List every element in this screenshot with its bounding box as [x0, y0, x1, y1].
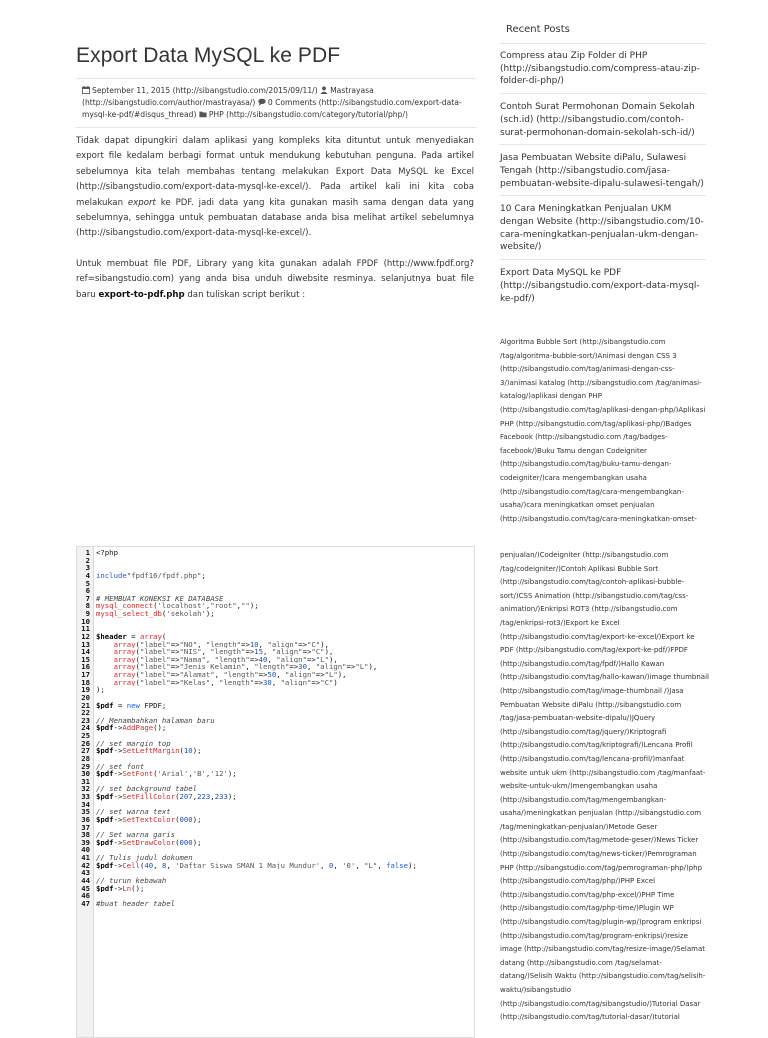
code-line — [77, 839, 473, 847]
code-line — [77, 824, 473, 832]
post-meta — [76, 78, 476, 128]
line-number: 36 — [81, 815, 90, 824]
calendar-icon — [82, 86, 90, 94]
code-text: include"fpdf16/fpdf.php"; — [96, 571, 206, 580]
code-line — [77, 877, 473, 885]
line-number: 11 — [81, 625, 90, 633]
line-number: 46 — [81, 892, 90, 900]
line-number: 42 — [81, 861, 90, 870]
post-date-link[interactable]: September 11, 2015 (http://sibangstudio.com/2015/09/11/) — [92, 86, 318, 95]
code-line — [77, 572, 473, 580]
library-text-1: Untuk membuat file PDF, Library yang kita gunakan adalah FPDF (http://www.fpdf.org?ref=sibangstudio.com) yang anda bisa unduh diwebsite resminya. selanjutnya buat file baru — [76, 259, 474, 300]
code-line — [77, 595, 473, 603]
code-text: // turun kebawah — [96, 876, 167, 885]
line-number: 17 — [81, 671, 90, 679]
recent-post-item[interactable] — [500, 50, 706, 94]
code-line — [77, 610, 473, 618]
code-line — [77, 801, 473, 809]
code-text: $pdf->AddPage(); — [96, 724, 167, 732]
code-text: // set font — [96, 762, 145, 771]
code-line — [77, 755, 473, 763]
folder-icon — [199, 110, 207, 118]
code-text: $pdf->Ln(); — [96, 884, 145, 893]
code-text: $pdf->SetFont('Arial','B','12'); — [96, 770, 237, 778]
line-number: 12 — [81, 632, 90, 641]
post-comments-link[interactable]: 0 Comments (http://sibangstudio.com/export-data-mysql-ke-pdf/#disqus_thread) — [82, 98, 462, 119]
line-number: 19 — [81, 686, 90, 694]
code-text: $pdf->SetFillColor(207,223,233); — [96, 793, 237, 801]
tag-cloud-part-2[interactable]: penjualan/)Codeigniter (http://sibangstudio.com /tag/codeigniter/)Contoh Aplikasi Bubble Sort (http://sibangstudio.com/tag/contoh-aplikasi-bubble-sort/)CSS Animation (http://sibangstudio.com/tag/css-animation/)Enkripsi ROT3 (http://sibangstudio.com /tag/enkripsi-rot3/)Export ke Excel (http://sibangstudio.com/tag/export-ke-excel/)Export ke PDF (http://sibangstudio.com/tag/export-ke-pdf/)FPDF (http://sibangstudio.com/tag/fpdf/)Hallo Kawan (http://sibangstudio.com/tag/hallo-kawan/)image thumbnail (http://sibangstudio.com/tag/image-thumbnail /)Jasa Pembuatan Website diPalu (http://sibangstudio.com /tag/jasa-pembuatan-website-dipalu/)JQuery (http://sibangstudio.com/tag/jquery/)Kriptografi (http://sibangstudio.com/tag/kriptografi/)Lencana Profil (http://sibangstudio.com/tag/lencana-profil/)manfaat website untuk ukm (http://sibangstudio.com /tag/manfaat-website-untuk-ukm/)mengembangkan usaha (http://sibangstudio.com/tag/mengembangkan-usaha/)meningkatkan penjualan (http://sibangstudio.com /tag/meningkatkan-penjualan/)Metode Geser (http://sibangstudio.com/tag/metode-geser/)News Ticker (http://sibangstudio.com/tag/news-ticker/)Pemrograman PHP (http://sibangstudio.com/tag/pemrograman-php/)php (http://sibangstudio.com/tag/php/)PHP Excel (http://sibangstudio.com/tag/php-excel/)PHP Time (http://sibangstudio.com/tag/php-time/)Plugin WP (http://sibangstudio.com/tag/plugin-wp/)program enkripsi (http://sibangstudio.com/tag/program-enkripsi/)resize image (http://sibangstudio.com/tag/resize-image/)Selamat datang (http://sibangstudio.com /tag/selamat-datang/)Selisih Waktu (http://sibangstudio.com/tag/selisih-waktu/)sibangstudio (http://sibangstudio.com/tag/sibangstudio/)Tutorial Dasar (http://sibangstudio.com/tag/tutorial-dasar/)tutorial — [500, 551, 709, 1022]
code-line — [77, 557, 473, 565]
line-number: 26 — [81, 739, 90, 748]
line-number: 18 — [81, 678, 90, 687]
code-line — [77, 808, 473, 816]
library-paragraph — [76, 257, 474, 303]
line-number: 9 — [85, 610, 90, 618]
code-line — [77, 686, 473, 694]
code-text: $pdf = new FPDF; — [96, 701, 167, 710]
line-number: 41 — [81, 854, 90, 862]
code-line — [77, 831, 473, 839]
code-line — [77, 656, 473, 664]
code-text: // Tulis judul dokumen — [96, 854, 193, 862]
intro-text-1: Tidak dapat dipungkiri dalam aplikasi yang kompleks kita dituntut untuk menyediakan export file kedalam berbagi format untuk mendukung kebutuhan penguna. Pada artikel sebelumnya kita telah membahas tentang melakukan Export Data MySQL ke Excel (http://sibangstudio.com/export-data-mysql-ke-excel/). Pada artikel kali ini kita coba melakukan — [76, 136, 474, 208]
line-number: 23 — [81, 716, 90, 725]
code-line — [77, 900, 473, 908]
line-number: 8 — [85, 602, 90, 610]
code-line — [77, 732, 473, 740]
line-number: 39 — [81, 838, 90, 847]
recent-post-link[interactable]: Jasa Pembuatan Website diPalu, Sulawesi Tengah (http://sibangstudio.com/jasa-pembuatan-website-dipalu-sulawesi-tengah/) — [500, 153, 704, 189]
line-number: 4 — [85, 571, 90, 580]
code-line — [77, 740, 473, 748]
code-line — [77, 846, 473, 854]
line-number: 22 — [81, 709, 90, 717]
code-text: array("label"=>"Kelas", "length"=>30, "align"=>"C") — [113, 678, 338, 687]
line-number: 3 — [85, 564, 90, 572]
line-number: 1 — [85, 549, 90, 557]
code-line — [77, 885, 473, 893]
code-line — [77, 747, 473, 755]
line-number: 10 — [81, 617, 90, 626]
recent-post-link[interactable]: 10 Cara Meningkatkan Penjualan UKM dengan Website (http://sibangstudio.com/10-cara-meningkatkan-penjualan-ukm-dengan-website/) — [500, 204, 704, 253]
code-text: array("label"=>"NO", "length"=>10, "align"=>"C"), — [113, 640, 329, 649]
code-line — [77, 862, 473, 870]
code-line — [77, 679, 473, 687]
intro-paragraph — [76, 134, 474, 242]
recent-post-link[interactable]: Compress atau Zip Folder di PHP (http://sibangstudio.com/compress-atau-zip-folder-di-php/) — [500, 51, 700, 87]
line-number: 21 — [81, 701, 90, 710]
post-category-link[interactable]: PHP (http://sibangstudio.com/category/tutorial/php/) — [208, 110, 408, 119]
recent-posts-title: Recent Posts — [500, 24, 706, 44]
user-icon — [320, 86, 328, 94]
code-text: # MEMBUAT KONEKSI KE DATABASE — [96, 594, 224, 603]
code-line — [77, 625, 473, 633]
code-line — [77, 778, 473, 786]
code-line — [77, 602, 473, 610]
line-number: 31 — [81, 777, 90, 786]
recent-post-link[interactable]: Export Data MySQL ke PDF (http://sibangstudio.com/export-data-mysql-ke-pdf/) — [500, 268, 700, 304]
line-number: 14 — [81, 648, 90, 656]
recent-post-item[interactable] — [500, 267, 706, 310]
line-number: 40 — [81, 846, 90, 854]
intro-emphasis: export — [127, 197, 156, 208]
line-number: 45 — [81, 884, 90, 893]
line-number: 30 — [81, 770, 90, 778]
line-number: 38 — [81, 831, 90, 839]
line-number: 27 — [81, 747, 90, 755]
intro-text-2: ke PDF. jadi data yang kita gunakan masih sama dengan data yang sebelumnya, sehingga untuk pembuatan database anda bisa melihat artikel sebelumnya (http://sibangstudio.com/export-data-mysql-ke-excel/). — [76, 197, 474, 239]
code-text: array("label"=>"Nama", "length"=>40, "align"=>"L"), — [113, 655, 338, 664]
code-lines — [77, 549, 473, 907]
code-line — [77, 694, 473, 702]
code-line — [77, 663, 473, 671]
code-text: ); — [96, 686, 105, 694]
line-number: 37 — [81, 823, 90, 832]
tag-cloud-part-1[interactable]: Algoritma Bubble Sort (http://sibangstudio.com /tag/algoritma-bubble-sort/)Animasi dengan CSS 3 (http://sibangstudio.com/tag/animasi-dengan-css-3/)animasi katalog (http://sibangstudio.com /tag/animasi-katalog/)aplikasi dengan PHP (http://sibangstudio.com/tag/aplikasi-dengan-php/)Aplikasi PHP (http://sibangstudio.com/tag/aplikasi-php/)Badges Facebook (http://sibangstudio.com /tag/badges-facebook/)Buku Tamu dengan Codeigniter (http://sibangstudio.com/tag/buku-tamu-dengan-codeigniter/)cara mengembangkan usaha (http://sibangstudio.com/tag/cara-mengembangkan-usaha/)cara meningkatkan omset penjualan (http://sibangstudio.com/tag/cara-meningkatkan-omset- — [500, 338, 706, 523]
code-line — [77, 648, 473, 656]
line-number: 5 — [85, 579, 90, 588]
line-number: 24 — [81, 724, 90, 732]
code-line — [77, 587, 473, 595]
line-number: 32 — [81, 785, 90, 793]
line-number: 13 — [81, 640, 90, 649]
line-number: 28 — [81, 754, 90, 763]
line-number: 29 — [81, 762, 90, 771]
line-number: 47 — [81, 899, 90, 908]
code-line — [77, 717, 473, 725]
library-text-2: dan tuliskan script berikut : — [184, 289, 306, 300]
line-number: 34 — [81, 800, 90, 809]
code-line — [77, 702, 473, 710]
code-text: $header = array( — [96, 632, 167, 641]
line-number: 20 — [81, 693, 90, 702]
code-line — [77, 709, 473, 717]
line-number: 7 — [85, 594, 90, 603]
code-block — [76, 546, 475, 1038]
code-line — [77, 793, 473, 801]
code-line — [77, 785, 473, 793]
code-line — [77, 763, 473, 771]
code-text: $pdf->SetTextColor(000); — [96, 815, 202, 824]
line-number: 15 — [81, 655, 90, 664]
code-text: #buat header tabel — [96, 899, 176, 908]
recent-post-item[interactable] — [500, 101, 706, 145]
line-number: 16 — [81, 663, 90, 671]
code-text: array("label"=>"Jenis Kelamin", "length"=>30, "align"=>"L"), — [113, 663, 378, 671]
code-text: array("label"=>"Alamat", "length"=>50, "align"=>"L"), — [113, 671, 347, 679]
code-line — [77, 633, 473, 641]
code-text: // Menambahkan halaman baru — [96, 716, 215, 725]
code-line — [77, 892, 473, 900]
recent-post-link[interactable]: Contoh Surat Permohonan Domain Sekolah (sch.id) (http://sibangstudio.com/contoh-surat-permohonan-domain-sekolah-sch-id/) — [500, 102, 695, 138]
code-text: array("label"=>"NIS", "length"=>15, "align"=>"C"), — [113, 648, 334, 656]
code-line — [77, 549, 473, 557]
line-number: 33 — [81, 793, 90, 801]
line-number: 2 — [85, 556, 90, 565]
line-number: 44 — [81, 876, 90, 885]
code-text: $pdf->SetLeftMargin(10); — [96, 747, 202, 755]
code-text: <?php — [96, 549, 118, 557]
code-text: $pdf->SetDrawColor(000); — [96, 838, 202, 847]
filename-bold: export-to-pdf.php — [98, 289, 185, 300]
code-line — [77, 854, 473, 862]
recent-post-item[interactable] — [500, 152, 706, 196]
code-text: $pdf->Cell(40, 8, 'Daftar Siswa SMAN 1 Maju Mundur', 0, '0', "L", false); — [96, 861, 417, 870]
code-text: // set warna text — [96, 808, 171, 816]
code-line — [77, 816, 473, 824]
recent-posts-list — [500, 50, 706, 317]
line-number: 25 — [81, 732, 90, 740]
code-line — [77, 671, 473, 679]
line-number: 6 — [85, 587, 90, 595]
line-number: 43 — [81, 869, 90, 877]
line-number: 35 — [81, 808, 90, 816]
code-text: // set background tabel — [96, 785, 198, 793]
comment-icon — [258, 98, 266, 106]
code-line — [77, 724, 473, 732]
code-line — [77, 641, 473, 649]
code-text: mysql_connect('localhost',"root",""); — [96, 602, 259, 610]
code-line — [77, 564, 473, 572]
code-text: // set margin top — [96, 739, 171, 748]
code-line — [77, 869, 473, 877]
post-title: Export Data MySQL ke PDF — [76, 44, 341, 67]
code-text: mysql_select_db('sekolah'); — [96, 610, 215, 618]
post-author-link[interactable]: Mastrayasa (http://sibangstudio.com/author/mastrayasa/) — [82, 86, 374, 107]
recent-post-item[interactable] — [500, 203, 706, 260]
code-line — [77, 580, 473, 588]
code-text: // Set warna garis — [96, 831, 176, 839]
code-line — [77, 770, 473, 778]
code-line — [77, 618, 473, 626]
